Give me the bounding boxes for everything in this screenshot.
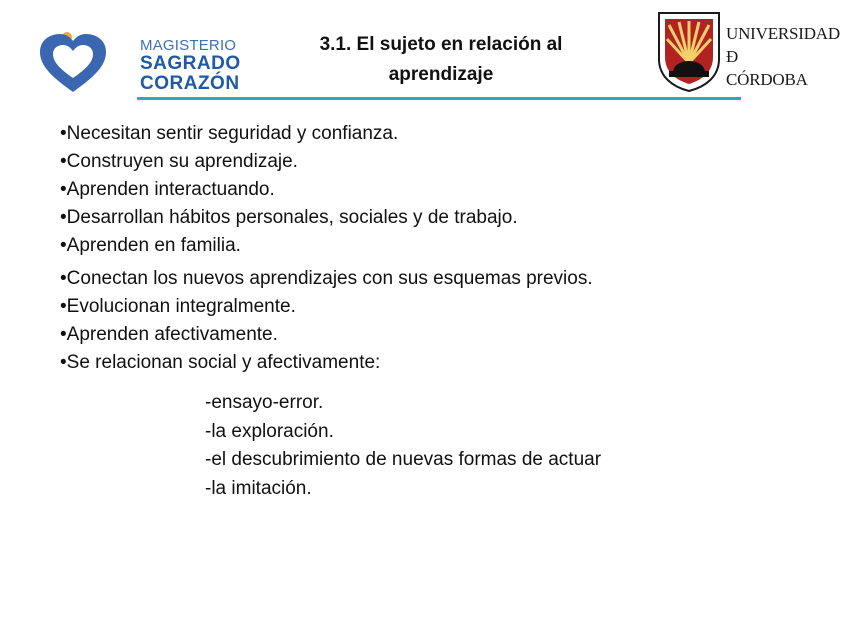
brand-line-3: CORAZÓN [140,73,240,94]
header-divider [137,97,741,100]
bullet-item: •Construyen su aprendizaje. [60,151,298,172]
bullet-item: •Evolucionan integralmente. [60,296,296,317]
heart-icon [38,30,108,96]
slide-title [282,30,600,90]
bullet-item: •Desarrollan hábitos personales, sociales y de trabajo. [60,207,518,228]
sub-item: -la imitación. [205,477,312,499]
title-line-1: 3.1. El sujeto en relación al [319,34,563,55]
sub-item-list [205,389,601,503]
magisterio-brand [140,38,241,93]
bullet-item: •Aprenden afectivamente. [60,324,278,345]
university-name [726,22,844,91]
sub-item: -la exploración. [205,420,334,442]
bullet-item: •Necesitan sentir seguridad y confianza. [60,123,399,144]
sub-item: -ensayo-error. [205,392,324,413]
university-line-3: CÓRDOBA [726,70,808,89]
bullet-item: •Conectan los nuevos aprendizajes con sus esquemas previos. [60,268,593,289]
bullet-item: •Se relacionan social y afectivamente: [60,352,381,373]
bullet-item: •Aprenden en familia. [60,235,241,256]
university-crest-icon [655,11,723,93]
brand-line-2: SAGRADO [140,53,241,74]
bullet-item: •Aprenden interactuando. [60,179,275,200]
title-line-2: aprendizaje [388,64,494,85]
bullet-list [60,120,593,377]
university-line-1: UNIVERSIDAD [726,24,840,43]
sub-item: -el descubrimiento de nuevas formas de actuar [205,449,602,470]
brand-line-1: MAGISTERIO [140,37,237,54]
university-line-2: Đ [726,47,739,66]
